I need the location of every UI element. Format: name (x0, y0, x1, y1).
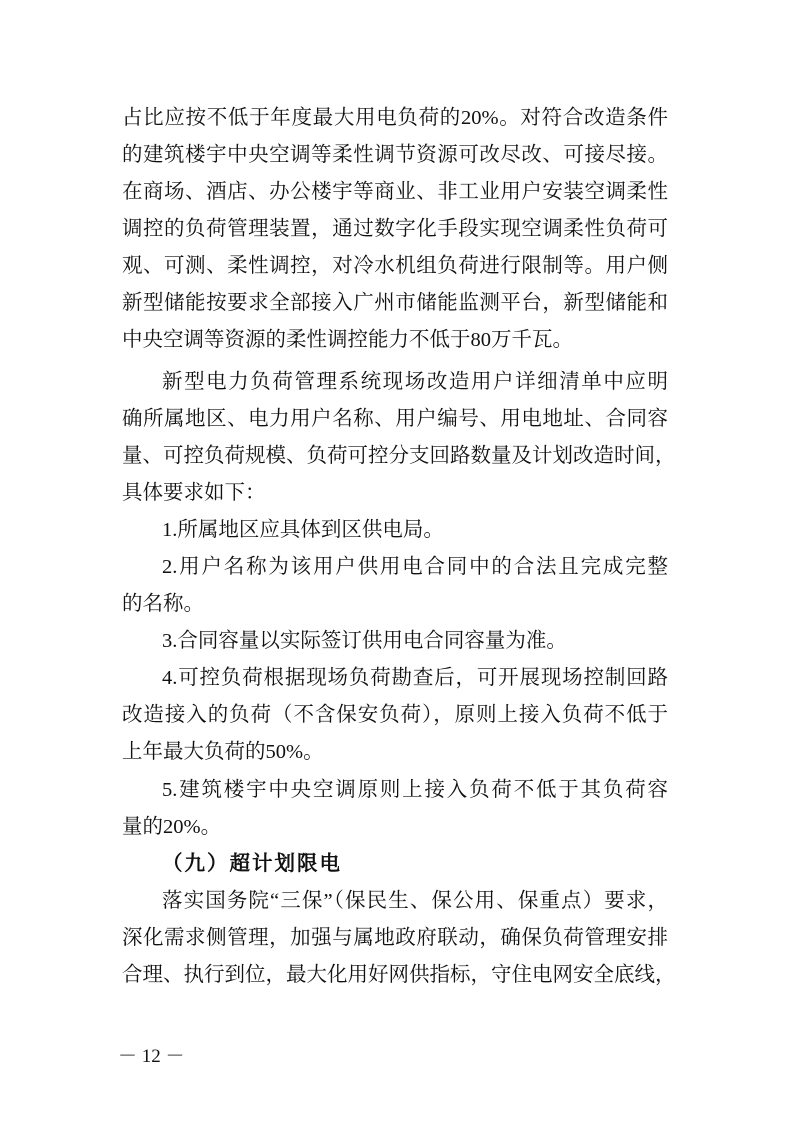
text-line: 的名称。 (122, 593, 204, 615)
list-item: 5.建筑楼宇中央空调原则上接入负荷不低于其负荷容 (162, 779, 668, 801)
page-number: － 12 － (118, 1046, 185, 1067)
list-item: 3.合同容量以实际签订供用电合同容量为准。 (162, 630, 567, 652)
text-line: 量、可控负荷规模、负荷可控分支回路数量及计划改造时间， (122, 445, 676, 467)
text-line: 调控的负荷管理装置，通过数字化手段实现空调柔性负荷可 (122, 218, 668, 240)
text-line: 深化需求侧管理，加强与属地政府联动，确保负荷管理安排 (122, 927, 668, 949)
text-line: 的建筑楼宇中央空调等柔性调节资源可改尽改、可接尽接。 (122, 144, 668, 166)
text-line: 新型储能按要求全部接入广州市储能监测平台，新型储能和 (122, 292, 668, 314)
list-item: 4.可控负荷根据现场负荷勘查后，可开展现场控制回路 (162, 667, 668, 689)
list-item: 2.用户名称为该用户供用电合同中的合法且完成完整 (162, 556, 668, 578)
text-line: 确所属地区、电力用户名称、用户编号、用电地址、合同容 (122, 408, 668, 430)
text-line: 观、可测、柔性调控，对冷水机组负荷进行限制等。用户侧 (122, 255, 668, 277)
text-line: 落实国务院“三保”（保民生、保公用、保重点）要求， (162, 890, 668, 912)
text-line: 合理、执行到位，最大化用好网供指标，守住电网安全底线， (122, 964, 676, 986)
list-item: 1.所属地区应具体到区供电局。 (162, 519, 444, 541)
text-line: 具体要求如下： (122, 482, 266, 504)
text-line: 新型电力负荷管理系统现场改造用户详细清单中应明 (162, 371, 668, 393)
text-line: 上年最大负荷的50%。 (122, 741, 324, 763)
text-line: 在商场、酒店、办公楼宇等商业、非工业用户安装空调柔性 (122, 181, 668, 203)
text-line: 占比应按不低于年度最大用电负荷的20%。对符合改造条件 (122, 107, 668, 129)
text-line: 中央空调等资源的柔性调控能力不低于80万千瓦。 (122, 329, 573, 351)
text-line: 量的20%。 (122, 816, 222, 838)
section-heading: （九）超计划限电 (162, 853, 342, 875)
text-line: 改造接入的负荷（不含保安负荷），原则上接入负荷不低于 (122, 704, 668, 726)
